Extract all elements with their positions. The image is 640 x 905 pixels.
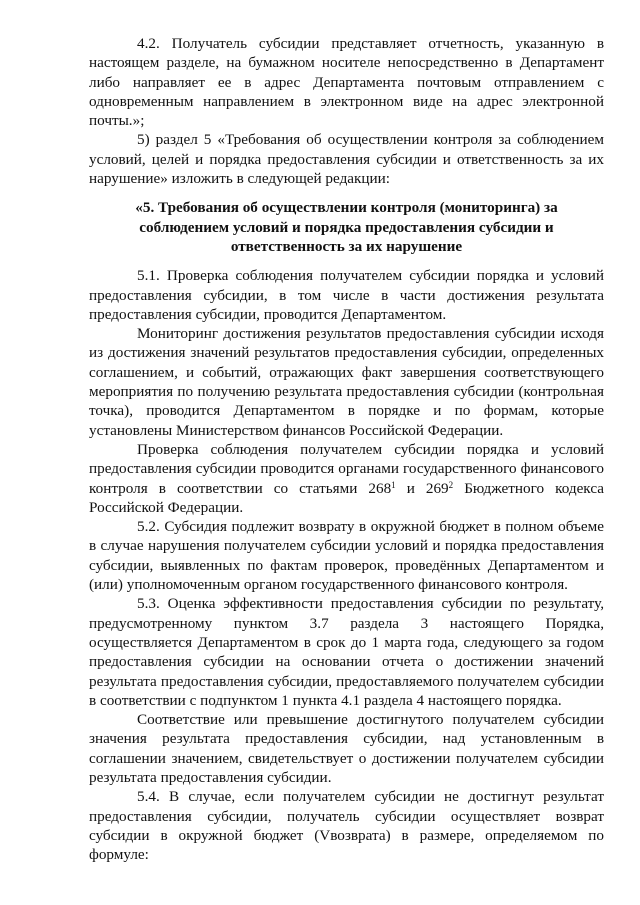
article-268-superscript: 1 bbox=[391, 479, 396, 490]
paragraph-result-compliance: Соответствие или превышение достигнутого получателем субсидии значения результата предоставления субсидии, над установленным в соглашении значением, свидетельствует о достижении получателем субсидии результата предоставления субсидии. bbox=[89, 711, 604, 786]
paragraph-5-1: 5.1. Проверка соблюдения получателем субсидии порядка и условий предоставления субсидии, в том числе в части достижения результата предоставления субсидии, проводится Департаментом. bbox=[89, 267, 604, 323]
article-269-superscript: 2 bbox=[448, 479, 454, 490]
paragraph-financial-control-text-a: Проверка соблюдения получателем субсидии порядка и условий предоставления субсидии проводится органами государственного финансового контроля в соответствии со статьями 268 bbox=[89, 440, 604, 497]
paragraph-5-3: 5.3. Оценка эффективности предоставления субсидии по результату, предусмотренному пунктом 3.7 раздела 3 настоящего Порядка, осуществляется Департаментом в срок до 1 марта года, следующего за годом предоставления субсидии на основании отчета о достижении значений результата предоставления субсидии, предоставляемого получателем субсидии в соответствии с подпунктом 1 пункта 4.1 раздела 4 настоящего порядка. bbox=[89, 595, 604, 709]
paragraph-5-2: 5.2. Субсидия подлежит возврату в окружной бюджет в полном объеме в случае нарушения получателем субсидии условий и порядка предоставления субсидии, выявленных по фактам проверок, проведённых Департаментом и (или) уполномоченным органом государственного финансового контроля. bbox=[89, 518, 604, 594]
paragraph-financial-control-text-b: и 269 bbox=[395, 479, 449, 497]
paragraph-financial-control-text-c: Бюджетного кодекса Российской Федерации. bbox=[89, 479, 604, 516]
paragraph-section-5-amendment: 5) раздел 5 «Требования об осуществлении контроля за соблюдением условий, целей и порядка предоставления субсидии и ответственность за их нарушение» изложить в следующей редакции: bbox=[89, 131, 604, 188]
paragraph-4-2: 4.2. Получатель субсидии представляет отчетность, указанную в настоящем разделе, на бумажном носителе непосредственно в Департамент либо направляет ее в адрес Департамента почтовым отправлением с одновременным направлением в электронном виде на адрес электронной почты.»; bbox=[89, 35, 604, 130]
section-5-heading: «5. Требования об осуществлении контроля (мониторинга) за соблюдением условий и порядка предоставления субсидии и ответственность за их нарушение bbox=[135, 199, 558, 255]
paragraph-5-4: 5.4. В случае, если получателем субсидии не достигнут результат предоставления субсидии, получатель субсидии осуществляет возврат субсидии в окружной бюджет (Vвозврата) в размере, определяемом по формуле: bbox=[89, 788, 604, 864]
paragraph-monitoring: Мониторинг достижения результатов предоставления субсидии исходя из достижения значений результатов предоставления субсидии, определенных соглашением, и событий, отражающих факт завершения соответствующего мероприятия по получению результата предоставления субсидии (контрольная точка), проводится Департаментом в порядке и по формам, которые установлены Министерством финансов Российской Федерации. bbox=[89, 325, 604, 439]
paragraph-financial-control bbox=[89, 440, 604, 517]
